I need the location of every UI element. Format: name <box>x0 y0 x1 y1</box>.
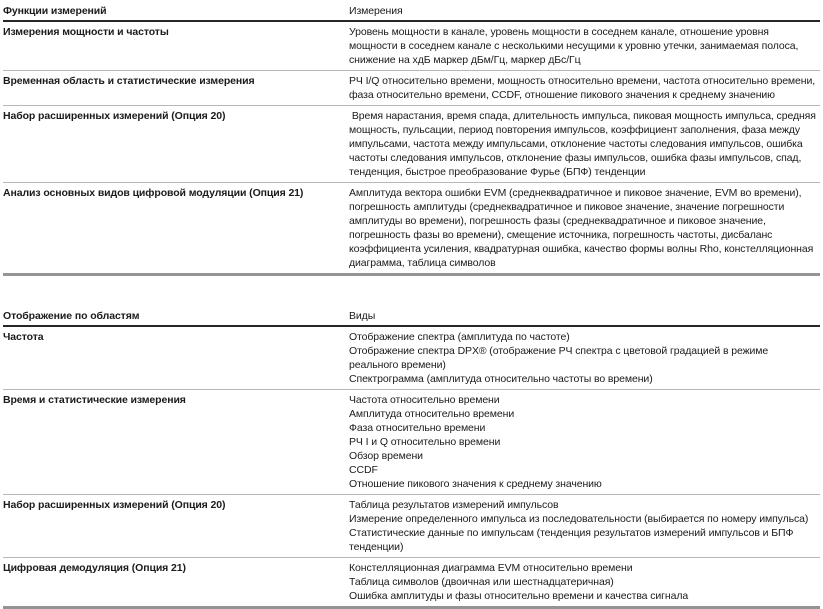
view-item: Статистические данные по импульсам (тенденция результатов измерений импульсов и БПФ тенденции) <box>349 527 794 553</box>
table-row <box>3 558 820 606</box>
table-row <box>3 183 820 273</box>
table-row <box>3 22 820 71</box>
view-item: Частота относительно времени <box>349 394 500 406</box>
column-header-measurements: Измерения <box>349 5 403 17</box>
display-types-table <box>3 309 820 609</box>
row-measurements-text: РЧ I/Q относительно времени, мощность относительно времени, частота относительно времени, фаза относительно времени, CCDF, отношение пикового значения к среднему значению <box>349 75 818 101</box>
view-item: Фаза относительно времени <box>349 422 486 434</box>
row-label: Анализ основных видов цифровой модуляции (Опция 21) <box>3 187 304 199</box>
view-item: Амплитуда относительно времени <box>349 408 515 420</box>
row-measurements-text: Уровень мощности в канале, уровень мощности в соседнем канале, отношение уровня мощности в соседнем канале с несколькими несущими к уровню утечки, занимаемая полоса, снижение на хдБ маркер дБм/Гц, маркер дБс/Гц <box>349 26 802 66</box>
table-row <box>3 106 820 183</box>
row-view-list <box>349 561 820 603</box>
row-label: Набор расширенных измерений (Опция 20) <box>3 499 226 511</box>
row-label: Цифровая демодуляция (Опция 21) <box>3 562 186 574</box>
table-row <box>3 327 820 390</box>
view-item: Отображение спектра (амплитуда по частоте) <box>349 331 570 343</box>
view-item: Обзор времени <box>349 450 423 462</box>
measurement-functions-table <box>3 4 820 276</box>
view-item: Таблица результатов измерений импульсов <box>349 499 559 511</box>
row-view-list <box>349 330 820 386</box>
row-measurements-text: Амплитуда вектора ошибки EVM (среднеквадратичное и пиковое значение, EVM во времени), погрешность амплитуды (среднеквадратичное и пиковое значение, значение погрешности амплитуды во времени), погрешность фазы (среднеквадратичное и пиковое значение, погрешность фазы во времени), смещение источника, погрешность частоты, дисбаланс коэффициента усиления, квадратурная ошибка, качество формы волны Rho, констелляционная диаграмма, таблица символов <box>349 187 817 269</box>
column-header-views: Виды <box>349 310 376 322</box>
row-label: Время и статистические измерения <box>3 394 186 406</box>
table-row <box>3 390 820 495</box>
row-label: Частота <box>3 331 44 343</box>
column-header-functions: Функции измерений <box>3 5 107 17</box>
view-item: РЧ I и Q относительно времени <box>349 436 501 448</box>
table-row <box>3 495 820 558</box>
row-label: Набор расширенных измерений (Опция 20) <box>3 110 226 122</box>
row-view-list <box>349 393 820 491</box>
view-item: Ошибка амплитуды и фазы относительно времени и качества сигнала <box>349 590 689 602</box>
view-item: Таблица символов (двоичная или шестнадцатеричная) <box>349 576 614 588</box>
display-types-table-header <box>3 309 820 327</box>
row-view-list <box>349 498 820 554</box>
row-label: Измерения мощности и частоты <box>3 26 169 38</box>
measurement-functions-table-header <box>3 4 820 22</box>
view-item: Отношение пикового значения к среднему значению <box>349 478 602 490</box>
view-item: Спектрограмма (амплитуда относительно частоты во времени) <box>349 373 653 385</box>
row-label: Временная область и статистические измерения <box>3 75 255 87</box>
view-item: Констелляционная диаграмма EVM относительно времени <box>349 562 633 574</box>
view-item: Измерение определенного импульса из последовательности (выбирается по номеру импульса) <box>349 513 809 525</box>
table-row <box>3 71 820 106</box>
row-measurements-text: Время нарастания, время спада, длительность импульса, пиковая мощность импульса, средняя мощность, пульсации, период повторения импульсов, коэффициент заполнения, фаза между импульсами, частота между импульсами, отклонение частоты следования импульсов, ошибка частоты следования импульсов, отклонение фазы импульсов, ошибка фазы импульсов, спад, тенденция, быстрое преобразование Фурье (БПФ) тенденции <box>349 110 819 178</box>
view-item: Отображение спектра DPX® (отображение РЧ спектра с цветовой градацией в режиме реального времени) <box>349 345 769 371</box>
column-header-display-areas: Отображение по областям <box>3 310 140 322</box>
view-item: CCDF <box>349 464 378 476</box>
